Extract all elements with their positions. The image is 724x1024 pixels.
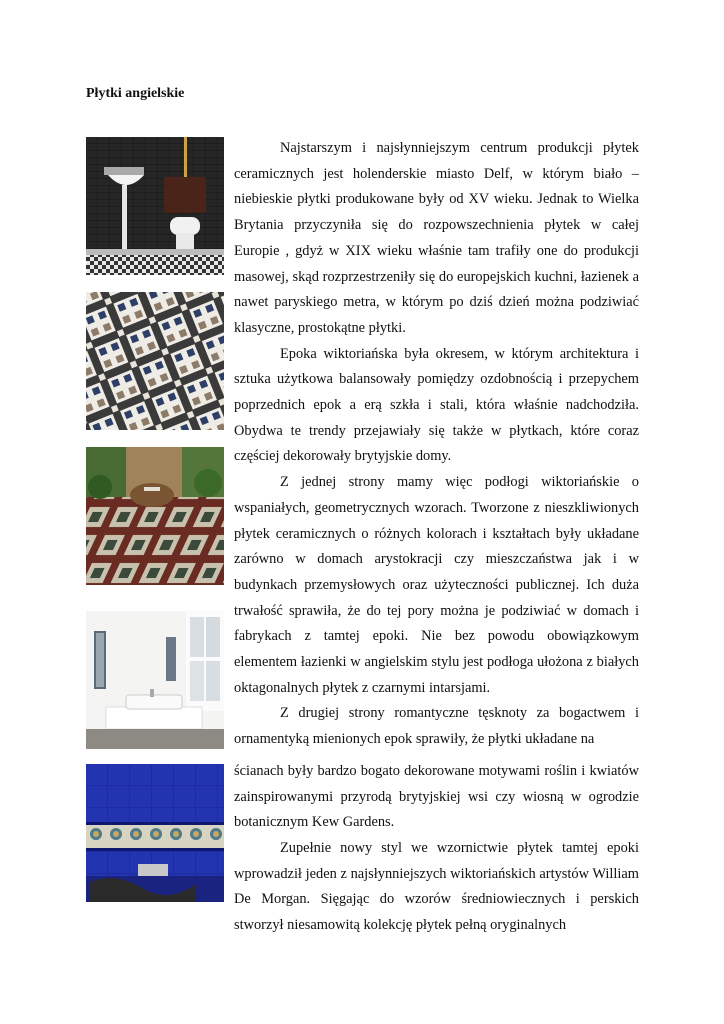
geometric-floor-tiles-photo <box>86 292 224 430</box>
paragraph-1: Najstarszym i najsłynniejszym centrum produkcji płytek ceramicznych jest holenderskie miasto Delf, w którym biało – niebieskie płytki produkowane były od XV wieku. Jednak to Wielka Brytania przyczyniła się do rozpowszechnienia płytek w całej Europie , gdyż w XIX wieku właśnie tam trafiły one do produkcji masowej, skąd rozprzestrzeniły się do europejskich kuchni, łazienek a nawet paryskiego metra, w którym po dziś dzień można podziwiać klasyczne, prostokątne płytki. <box>234 140 639 336</box>
paragraph-3: Z jednej strony mamy więc podłogi wiktoriańskie o wspaniałych, geometrycznych wzorach. Tworzone z nieszkliwionych płytek ceramicznych o różnych kolorach i kształtach były układane zarówno w domach arystokracji czy mieszczaństwa jak i w budynkach przemysłowych oraz użyteczności publicznej. Ich duża trwałość sprawiła, że do tej pory można je podziwiać w domach i fabrykach z tamtej epoki. Nie bez powodu obowiązkowym elementem łazienki w angielskim stylu jest podłoga ułożona z białych oktagonalnych płytek z czarnymi intarsjami. <box>234 474 639 696</box>
paragraph-4-continued: ścianach były bardzo bogato dekorowane motywami roślin i kwiatów zainspirowanymi przyrodą brytyjskiej wsi czy wiosną w ogrodzie botanicznym Kew Gardens. <box>234 762 639 831</box>
victorian-room-floor-photo <box>86 447 224 585</box>
article-body <box>234 136 639 939</box>
paragraph-4: Z drugiej strony romantyczne tęsknoty za bogactwem i ornamentyką mienionych epok sprawiły, że płytki układane na <box>234 705 639 748</box>
page-title: Płytki angielskie <box>86 86 185 101</box>
bathroom-black-tiles-photo <box>86 137 224 275</box>
paragraph-2: Epoka wiktoriańska była okresem, w którym architektura i sztuka użytkowa balansowały pomiędzy ozdobnością i przepychem poprzednich epok a erą szkła i stali, która właśnie nadchodziła. Obydwa te trendy przejawiały się także w płytkach, które coraz częściej dekorowały brytyjskie domy. <box>234 345 639 465</box>
paragraph-5: Zupełnie nowy styl we wzornictwie płytek tamtej epoki wprowadził jeden z najsłynniejszych wiktoriańskich artystów William De Morgan. Sięgając do wzorów średniowiecznych i perskich stworzył niesamowitą kolekcję płytek pełną oryginalnych <box>234 839 639 934</box>
blue-decorative-tiles-photo <box>86 764 224 902</box>
white-bathroom-photo <box>86 611 224 749</box>
